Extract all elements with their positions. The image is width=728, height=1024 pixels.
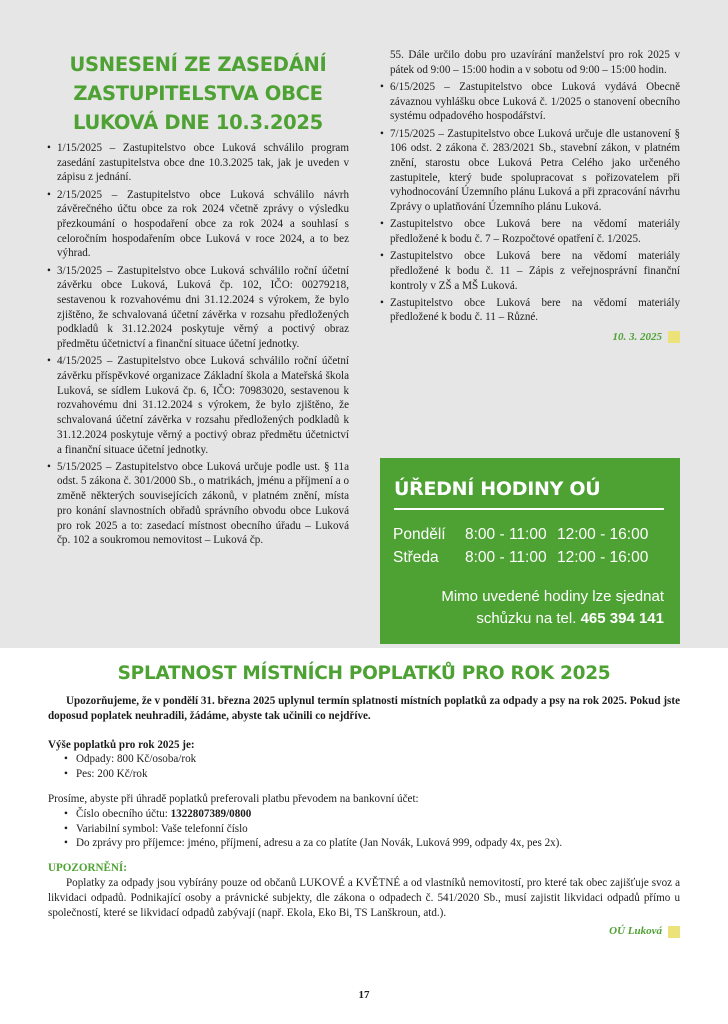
- warning-text: Poplatky za odpady jsou vybírány pouze od občanů LUKOVÉ a KVĚTNÉ a od vlastníků nemovitostí, pro které tak obec zajišťuje svoz a likvidaci odpadů. Podnikající osoby a právnické subjekty, dle zákona o odpadech č. 541/2020 Sb., musí zajistit likvidaci odpadů přímo u společností, které se likvidací odpadů zabývají (např. Ekola, Eko Bi, TS Lanškroun, atd.).: [48, 876, 680, 919]
- signature-line: [48, 924, 680, 939]
- fees-intro: Upozorňujeme, že v pondělí 31. března 2025 uplynul termín splatnosti místních poplatků za odpady a psy na rok 2025. Pokud jste doposud poplatek neuhradili, žádáme, abyste tak učinili co nejdříve.: [48, 695, 680, 722]
- warning-label: UPOZORNĚNÍ:: [48, 862, 127, 875]
- office-hours-row-wednesday: [393, 549, 648, 567]
- office-hours-note-line1: Mimo uvedené hodiny lze sjednat: [441, 588, 664, 605]
- fees-section: [48, 662, 680, 939]
- office-hours-title: ÚŘEDNÍ HODINY OÚ: [394, 478, 601, 500]
- resolution-item: • 6/15/2025 – Zastupitelstvo obce Luková vydává Obecně závaznou vyhlášku obce Luková č. 1/2025 o stanovení obecního systému odpadového hospodářství.: [380, 80, 680, 124]
- resolution-left-column: [47, 50, 349, 550]
- payment-item: • Do zprávy pro příjemce: jméno, příjmení, adresu a za co platíte (Jan Novák, Luková 999, odpady 4x, pes 2x).: [48, 836, 680, 851]
- office-hours-divider: [394, 508, 664, 510]
- payment-item: • Variabilní symbol: Vaše telefonní číslo: [48, 822, 680, 837]
- resolution-item: • 5/15/2025 – Zastupitelstvo obce Luková určuje podle ust. § 11a odst. 5 zákona č. 301/2000 Sb., o matrikách, jménu a příjmení a o změně některých souvisejících zákonů, v platném znění, místa pro konání slavnostních obřadů správního obvodu obce Luková pro rok 2025 a to: zasedací místnost obecního úřadu – Luková čp. 102 a soukromou nemovitost – Luková čp.: [47, 460, 349, 548]
- resolution-list-left: [47, 141, 349, 548]
- resolution-item-continuation: 55. Dále určilo dobu pro uzavírání manželství pro rok 2025 v pátek od 9:00 – 15:00 hodin a v sobotu od 9:00 – 15:00 hodin.: [390, 49, 680, 76]
- resolution-item: • Zastupitelstvo obce Luková bere na vědomí materiály předložené k bodu č. 11 – Zápis z veřejnosprávní finanční kontroly v ZŠ a MŠ Luková.: [380, 249, 680, 293]
- account-label: Číslo obecního účtu:: [76, 807, 171, 820]
- resolution-item: • 7/15/2025 – Zastupitelstvo obce Luková určuje dle ustanovení § 106 odst. 2 zákona č. 283/2021 Sb., stavební zákon, v platném znění, starostu obce Luková Petra Celého jako určeného zastupitele, který bude spolupracovat s pořizovatelem při vyhodnocování Územního plánu Luková a při zpracování návrhu Zprávy o uplatňování Územního plánu Luková.: [380, 127, 680, 215]
- office-hours-afternoon: 12:00 - 16:00: [557, 526, 649, 543]
- fees-payment-label: Prosíme, abyste při úhradě poplatků preferovali platbu převodem na bankovní účet:: [48, 792, 419, 805]
- resolution-title: USNESENÍ ZE ZASEDÁNÍ ZASTUPITELSTVA OBCE LUKOVÁ DNE 10.3.2025: [69, 53, 327, 134]
- fee-amount-item: • Pes: 200 Kč/rok: [48, 767, 680, 782]
- yellow-square-marker: [668, 926, 680, 938]
- yellow-square-marker: [668, 331, 680, 343]
- office-hours-morning: 8:00 - 11:00: [465, 526, 547, 543]
- payment-account-item: [48, 807, 680, 822]
- office-hours-note-text: schůzku na tel.: [476, 610, 577, 627]
- resolution-list-right: [380, 80, 680, 325]
- office-hours-afternoon: 12:00 - 16:00: [557, 549, 649, 566]
- resolution-date-line: [380, 331, 680, 343]
- resolution-item: • Zastupitelstvo obce Luková bere na vědomí materiály předložené k bodu č. 11 – Různé.: [380, 296, 680, 325]
- account-number: 1322807389/0800: [170, 807, 252, 820]
- resolution-item: • 1/15/2025 – Zastupitelstvo obce Luková schválilo program zasedání zastupitelstva obce dne 10.3.2025 tak, jak je uveden v zápisu z jednání.: [47, 141, 349, 185]
- office-phone-number: 465 394 141: [580, 610, 664, 627]
- fees-amounts-label: Výše poplatků pro rok 2025 je:: [48, 738, 195, 751]
- resolution-item: • 4/15/2025 – Zastupitelstvo obce Luková schválilo roční účetní závěrku příspěvkové organizace Základní škola a Mateřská škola Luková, se sídlem Luková čp. 6, IČO: 70983020, sestavenou k rozvahovému dni 31.12.2024 s výrokem, že bylo zjištěno, že schvalovaná účetní závěrka v rozsahu předložených podkladů k 31.12.2024 poskytuje věrný a poctivý obraz předmětu účetnictví a finanční situace účetní jednotky.: [47, 354, 349, 457]
- fees-title: SPLATNOST MÍSTNÍCH POPLATKŮ PRO ROK 2025: [117, 663, 611, 684]
- office-hours-box: [380, 458, 680, 644]
- office-hours-row-monday: [393, 526, 648, 544]
- resolution-item: • 2/15/2025 – Zastupitelstvo obce Luková schválilo návrh závěrečného účtu obce za rok 2024 včetně zprávy o výsledku přezkoumání o hospodaření obce za rok 2024 a souhlasí s celoročním hospodařením obce Luková v roce 2024, a to bez výhrad.: [47, 188, 349, 262]
- signature: OÚ Luková: [609, 925, 662, 938]
- office-hours-note-line2: [441, 608, 664, 630]
- resolution-right-column: [380, 48, 680, 343]
- resolution-item: • 3/15/2025 – Zastupitelstvo obce Luková schválilo roční účetní závěrku obce Luková, Luková čp. 102, IČO: 00279218, sestavenou k rozvahovému dni 31.12.2024 s výrokem, že bylo zjištěno, že schvalovaná účetní závěrka v rozsahu předložených podkladů k 31.12.2024 poskytuje věrný a poctivý obraz předmětu účetnictví a finanční situace účetní jednotky.: [47, 264, 349, 352]
- page-number: 17: [358, 989, 370, 1001]
- office-hours-day: Středa: [393, 549, 439, 566]
- office-hours-note: [441, 586, 664, 630]
- fee-amount-item: • Odpady: 800 Kč/osoba/rok: [48, 752, 680, 767]
- resolution-item: • Zastupitelstvo obce Luková bere na vědomí materiály předložené k bodu č. 7 – Rozpočtové opatření č. 1/2025.: [380, 217, 680, 246]
- office-hours-morning: 8:00 - 11:00: [465, 549, 547, 566]
- fees-amounts-list: [48, 752, 680, 782]
- fees-payment-list: [48, 807, 680, 851]
- resolution-date: 10. 3. 2025: [612, 331, 662, 344]
- office-hours-day: Pondělí: [393, 526, 446, 543]
